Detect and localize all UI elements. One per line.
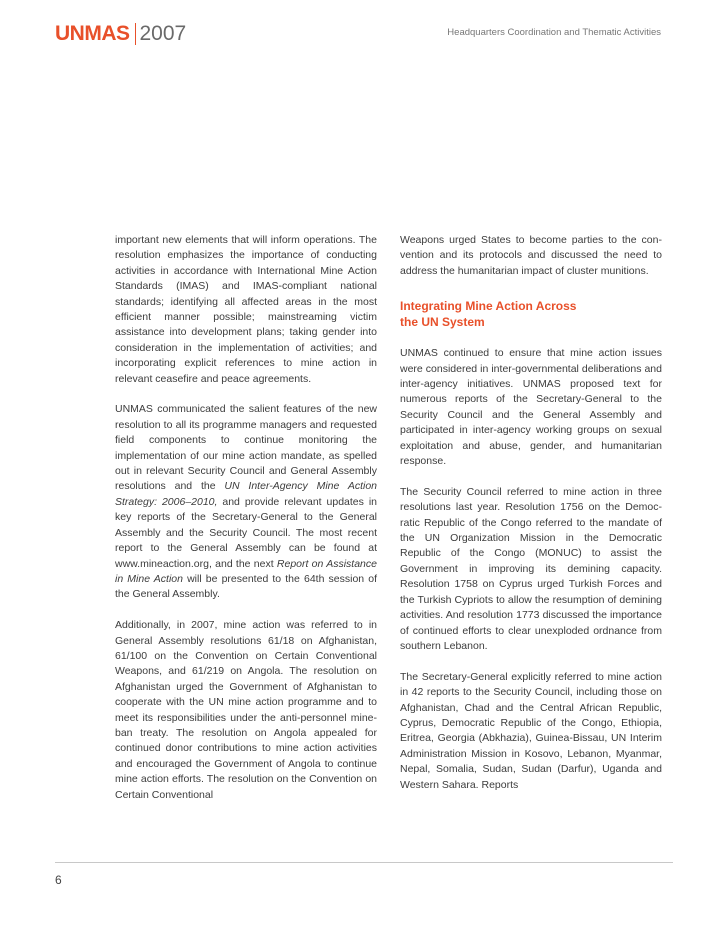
paragraph: important new elements that will inform operations. The resolution emphasizes the importance of conducting activities in accordance with International Mine Action Standards (IMAS) and IMAS-compliant national standards; identifying all affected areas in the most efficient manner possible; mainstreaming victim assistance into development plans; taking gender into consideration in the implementation of activities; and incorporating explicit references to mine action in relevant ceasefire and peace agreements. xyxy=(115,234,377,385)
paragraph-text: and provide relevant updates in key reports of the Secretary-General to the General Assembly and the Security Council. The most recent report to the General Assembly can be found at www.mineaction.org, and the next xyxy=(115,495,377,570)
paragraph: Weapons urged States to become parties to the convention and its protocols and discussed the need to address the humanitarian impact of cluster munitions. xyxy=(400,234,662,277)
right-column xyxy=(400,233,662,808)
report-title: Report on Assistance in Mine Action xyxy=(115,557,377,585)
footer-divider xyxy=(55,862,673,863)
paragraph-text: will be presented to the 64th session of the General Assembly. xyxy=(115,572,378,601)
page-header xyxy=(0,0,728,60)
paragraph: UNMAS continued to ensure that mine action issues were considered in inter-governmental deliberations and inter-agency initiatives. UNMAS proposed text for numerous reports of the Secretary-General to the Security Council and the General Assembly and participated in inter-agency working groups on sexual exploitation and abuse, gender, and humanitarian response. xyxy=(400,347,662,468)
page-number: 6 xyxy=(55,873,62,887)
heading-line: Integrating Mine Action Across xyxy=(400,299,577,314)
logo-wordmark: UNMAS xyxy=(55,22,130,45)
paragraph-text: UNMAS communicated the salient features of the new resolution to all its programme managers and requested field components to continue monitoring the implementation of our mine action mandate, as spelled out in relevant Security Council and General Assembly resolutions and the xyxy=(115,403,377,493)
paragraph: The Secretary-General explicitly referred to mine action in 42 reports to the Security Council, including those on Afghanistan, Chad and the Central African Republic, Cyprus, Democratic Republic of the Congo, Ethiopia, Eritrea, Georgia (Abkhazia), Guinea-Bissau, UN Interim Administration Mission in Kosovo, Lebanon, Myanmar, Nepal, Somalia, Sudan, Sudan (Darfur), Uganda and Western Sahara. Reports xyxy=(400,670,662,791)
logo-year: 2007 xyxy=(139,22,187,45)
logo-divider xyxy=(135,23,136,45)
unmas-logo xyxy=(55,22,186,46)
paragraph xyxy=(115,402,377,602)
heading-line: the UN System xyxy=(400,315,485,330)
paragraph: The Security Council referred to mine action in three resolutions last year. Resolution 1756 on the Democratic Republic of the Congo referred to the mandate of the UN Organization Mission in the Democratic Republic of the Congo (MONUC) to assist the Government in improving its demining capacity. Resolution 1758 on Cyprus urged Turkish Forces and the Turkish Cypriots to allow the resumption of demining activities. And resolution 1773 discussed the importance of continued efforts to clear unexploded ordnance from southern Lebanon. xyxy=(400,485,662,652)
left-column xyxy=(115,233,377,818)
section-title: Headquarters Coordination and Thematic Activities xyxy=(447,27,661,38)
strategy-title: UN Inter-Agency Mine Action Strategy: 2006–2010, xyxy=(115,480,377,508)
paragraph: Additionally, in 2007, mine action was referred to in General Assembly resolutions 61/18 on Afghanistan, 61/100 on the Convention on Certain Conventional Weapons, and 61/219 on Angola. The resolution on Afghanistan urged the Government of Afghanistan to cooperate with the UN mine action programme and to meet its responsibilities under the anti-personnel mine-ban treaty. The resolution on Angola appealed for continued donor contributions to mine action activities and encouraged the Government of Angola to continue mine action efforts. The resolution on the Convention on Certain Conventional xyxy=(115,619,377,801)
section-heading xyxy=(400,298,662,330)
